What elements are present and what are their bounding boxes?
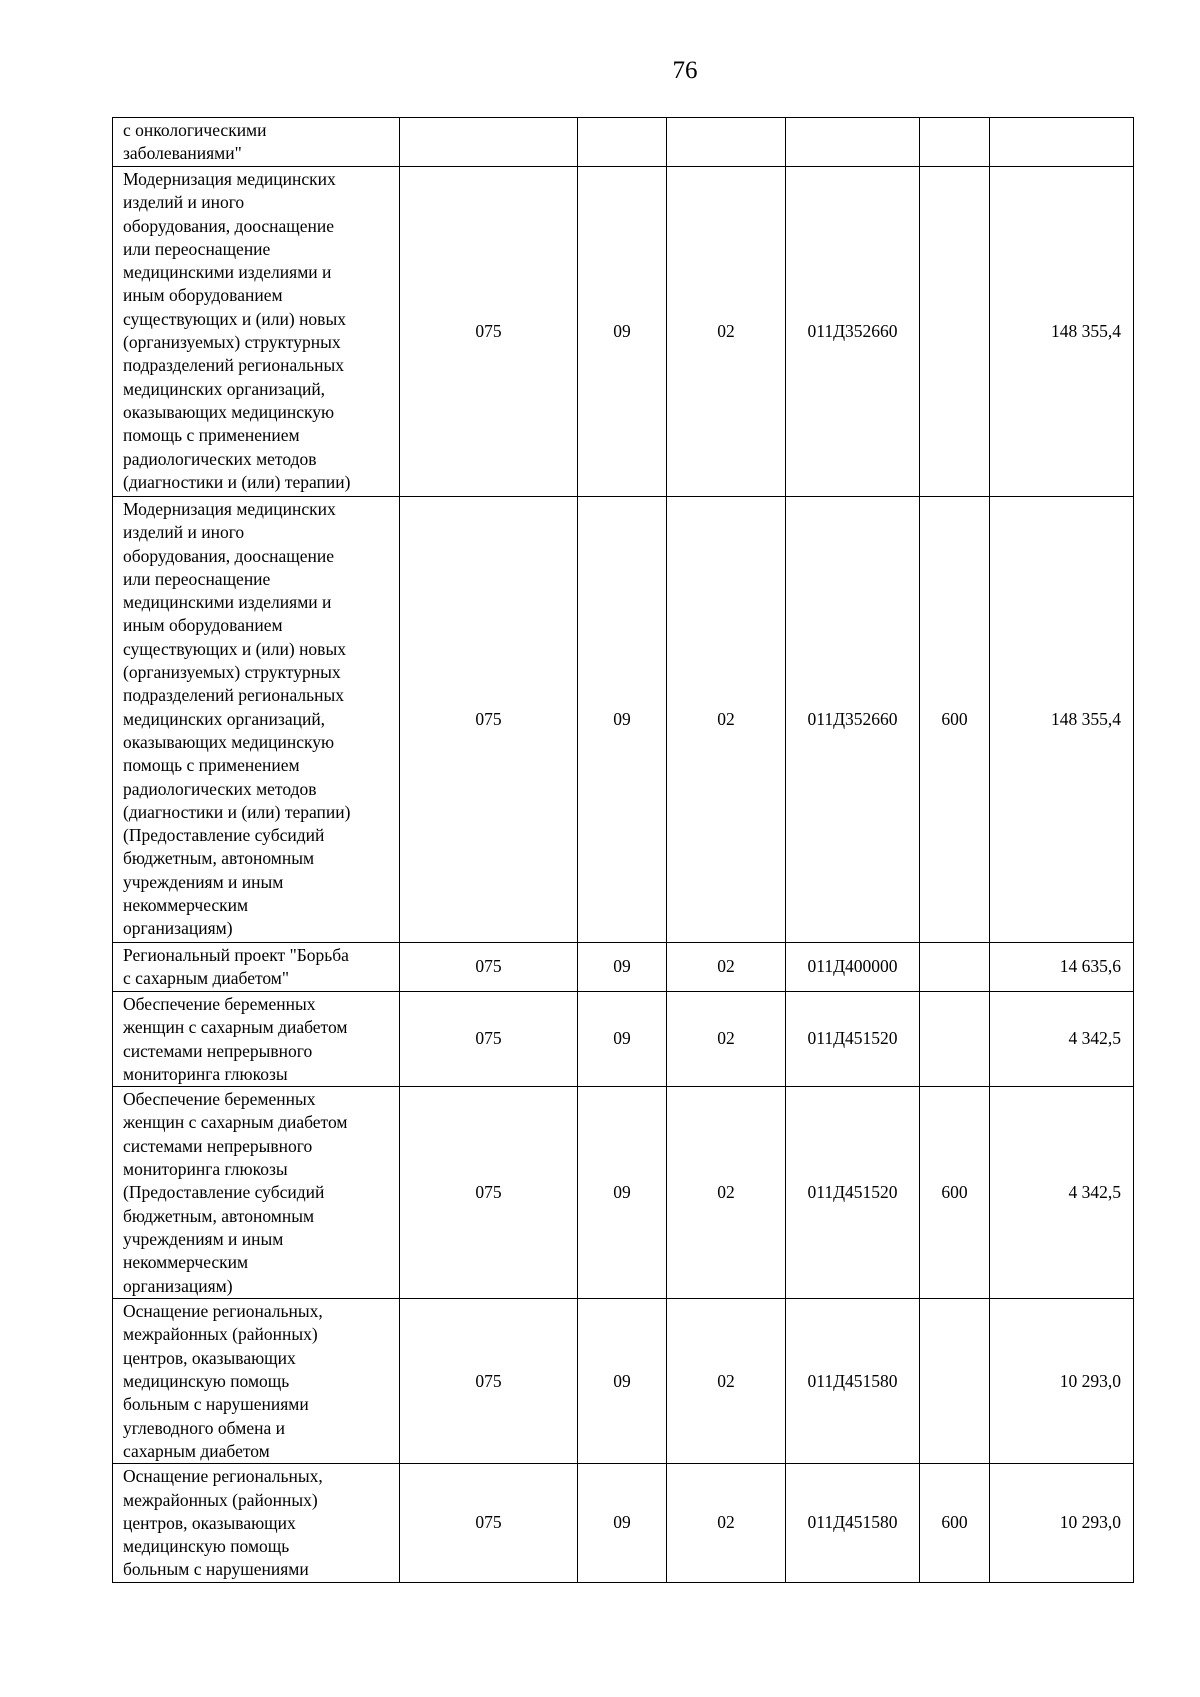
- section-code-cell: 09: [578, 1464, 667, 1582]
- table-row: [113, 943, 1134, 992]
- expense-type-cell: [920, 1299, 990, 1464]
- table-row: [113, 992, 1134, 1087]
- dept-code-cell: 075: [400, 1464, 578, 1582]
- target-article-cell: 011Д451520: [786, 992, 920, 1087]
- table-row: [113, 1464, 1134, 1582]
- subsection-code-cell: 02: [667, 943, 786, 992]
- dept-code-cell: 075: [400, 943, 578, 992]
- section-code-cell: 09: [578, 1087, 667, 1299]
- target-article-cell: 011Д451580: [786, 1299, 920, 1464]
- row-name-cell: Оснащение региональных, межрайонных (районных) центров, оказывающих медицинскую помощь больным с нарушениями углеводного обмена и сахарным диабетом: [113, 1299, 400, 1464]
- expense-type-cell: [920, 167, 990, 497]
- expense-type-cell: 600: [920, 497, 990, 943]
- subsection-code-cell: 02: [667, 1087, 786, 1299]
- row-name-cell: Модернизация медицинских изделий и иного оборудования, дооснащение или переоснащение медицинскими изделиями и иным оборудованием существующих и (или) новых (организуемых) структурных подразделений региональных медицинских организаций, оказывающих медицинскую помощь с применением радиологических методов (диагностики и (или) терапии) (Предоставление субсидий бюджетным, автономным учреждениям и иным некоммерческим организациям): [113, 497, 400, 943]
- dept-code-cell: [400, 118, 578, 167]
- budget-table: [112, 117, 1134, 1583]
- target-article-cell: 011Д451580: [786, 1464, 920, 1582]
- dept-code-cell: 075: [400, 992, 578, 1087]
- subsection-code-cell: 02: [667, 1464, 786, 1582]
- subsection-code-cell: 02: [667, 497, 786, 943]
- amount-cell: 14 635,6: [990, 943, 1134, 992]
- table-row: [113, 1299, 1134, 1464]
- amount-cell: 148 355,4: [990, 497, 1134, 943]
- table-row: [113, 118, 1134, 167]
- section-code-cell: 09: [578, 497, 667, 943]
- amount-cell: [990, 118, 1134, 167]
- subsection-code-cell: 02: [667, 167, 786, 497]
- section-code-cell: 09: [578, 167, 667, 497]
- amount-cell: 10 293,0: [990, 1464, 1134, 1582]
- dept-code-cell: 075: [400, 1087, 578, 1299]
- target-article-cell: 011Д451520: [786, 1087, 920, 1299]
- expense-type-cell: [920, 992, 990, 1087]
- target-article-cell: [786, 118, 920, 167]
- expense-type-cell: [920, 943, 990, 992]
- row-name-cell: Модернизация медицинских изделий и иного оборудования, дооснащение или переоснащение медицинскими изделиями и иным оборудованием существующих и (или) новых (организуемых) структурных подразделений региональных медицинских организаций, оказывающих медицинскую помощь с применением радиологических методов (диагностики и (или) терапии): [113, 167, 400, 497]
- section-code-cell: [578, 118, 667, 167]
- amount-cell: 10 293,0: [990, 1299, 1134, 1464]
- table-row: [113, 1087, 1134, 1299]
- section-code-cell: 09: [578, 992, 667, 1087]
- amount-cell: 4 342,5: [990, 992, 1134, 1087]
- table-row: [113, 497, 1134, 943]
- row-name-cell: Обеспечение беременных женщин с сахарным диабетом системами непрерывного мониторинга глюкозы: [113, 992, 400, 1087]
- expense-type-cell: 600: [920, 1087, 990, 1299]
- dept-code-cell: 075: [400, 1299, 578, 1464]
- amount-cell: 148 355,4: [990, 167, 1134, 497]
- section-code-cell: 09: [578, 943, 667, 992]
- subsection-code-cell: [667, 118, 786, 167]
- page-number: 76: [672, 57, 698, 84]
- row-name-cell: Обеспечение беременных женщин с сахарным диабетом системами непрерывного мониторинга глюкозы (Предоставление субсидий бюджетным, автономным учреждениям и иным некоммерческим организациям): [113, 1087, 400, 1299]
- subsection-code-cell: 02: [667, 992, 786, 1087]
- target-article-cell: 011Д352660: [786, 497, 920, 943]
- dept-code-cell: 075: [400, 497, 578, 943]
- row-name-cell: с онкологическими заболеваниями": [113, 118, 400, 167]
- expense-type-cell: 600: [920, 1464, 990, 1582]
- dept-code-cell: 075: [400, 167, 578, 497]
- subsection-code-cell: 02: [667, 1299, 786, 1464]
- section-code-cell: 09: [578, 1299, 667, 1464]
- target-article-cell: 011Д400000: [786, 943, 920, 992]
- row-name-cell: Региональный проект "Борьба с сахарным диабетом": [113, 943, 400, 992]
- row-name-cell: Оснащение региональных, межрайонных (районных) центров, оказывающих медицинскую помощь больным с нарушениями: [113, 1464, 400, 1582]
- target-article-cell: 011Д352660: [786, 167, 920, 497]
- amount-cell: 4 342,5: [990, 1087, 1134, 1299]
- expense-type-cell: [920, 118, 990, 167]
- table-row: [113, 167, 1134, 497]
